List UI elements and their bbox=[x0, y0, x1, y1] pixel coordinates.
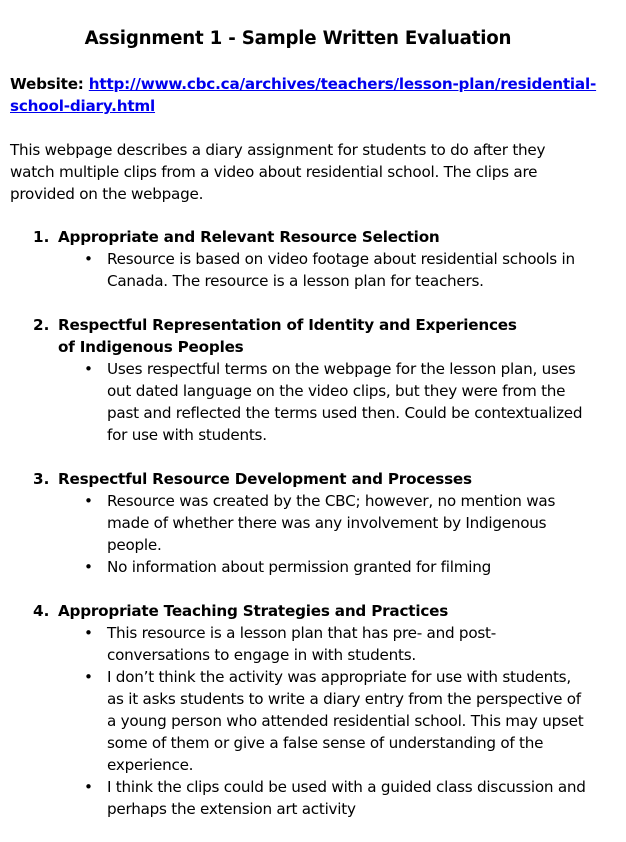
point-text: I don’t think the activity was appropriate for use with students, as it asks students to write a diary entry from the perspective of a young person who attended residential school. This may upset some of them or give a false sense of understanding of the experience. bbox=[107, 668, 584, 774]
bullet-icon: • bbox=[84, 558, 93, 576]
page-title: Assignment 1 - Sample Written Evaluation bbox=[84, 28, 512, 49]
criterion-title: Appropriate and Relevant Resource Selection bbox=[58, 228, 440, 246]
point-text: No information about permission granted for filming bbox=[107, 558, 491, 576]
criterion-number: 3. bbox=[33, 470, 50, 488]
website-link[interactable]: http://www.cbc.ca/archives/teachers/lesson-plan/residential-school-diary.html bbox=[10, 75, 597, 115]
criterion-number: 2. bbox=[33, 316, 50, 334]
criterion-point bbox=[84, 666, 592, 776]
criterion-point bbox=[84, 776, 592, 820]
criterion-point bbox=[84, 490, 592, 556]
criterion-title: Respectful Resource Development and Processes bbox=[58, 470, 472, 488]
bullet-icon: • bbox=[84, 360, 93, 378]
criterion-title: Appropriate Teaching Strategies and Practices bbox=[58, 602, 449, 620]
point-text: This resource is a lesson plan that has pre- and post-conversations to engage in with students. bbox=[107, 624, 496, 664]
point-text: Resource was created by the CBC; however, no mention was made of whether there was any involvement by Indigenous people. bbox=[107, 492, 556, 554]
website-line bbox=[10, 73, 610, 117]
criterion-point bbox=[84, 622, 592, 666]
criterion-point bbox=[84, 556, 592, 578]
criterion-number: 1. bbox=[33, 228, 50, 246]
bullet-icon: • bbox=[84, 492, 93, 510]
criterion-item bbox=[0, 226, 626, 292]
criteria-list bbox=[0, 226, 626, 842]
bullet-icon: • bbox=[84, 668, 93, 686]
bullet-icon: • bbox=[84, 250, 93, 268]
criterion-points bbox=[0, 248, 626, 292]
criterion-number: 4. bbox=[33, 602, 50, 620]
criterion-points bbox=[0, 358, 626, 446]
criterion-point bbox=[84, 248, 592, 292]
bullet-icon: • bbox=[84, 624, 93, 642]
criterion-point bbox=[84, 358, 592, 446]
criterion-points bbox=[0, 622, 626, 820]
website-label: Website: bbox=[10, 75, 84, 93]
criterion-points bbox=[0, 490, 626, 578]
bullet-icon: • bbox=[84, 778, 93, 796]
point-text: Resource is based on video footage about residential schools in Canada. The resource is a lesson plan for teachers. bbox=[107, 250, 575, 290]
point-text: I think the clips could be used with a guided class discussion and perhaps the extension art activity bbox=[107, 778, 586, 818]
criterion-item bbox=[0, 600, 626, 820]
point-text: Uses respectful terms on the webpage for the lesson plan, uses out dated language on the video clips, but they were from the past and reflected the terms used then. Could be contextualized for use with students. bbox=[107, 360, 583, 444]
criterion-item bbox=[0, 314, 626, 446]
intro-paragraph: This webpage describes a diary assignment for students to do after they watch multiple clips from a video about residential school. The clips are provided on the webpage. bbox=[10, 141, 546, 203]
criterion-item bbox=[0, 468, 626, 578]
criterion-title: Respectful Representation of Identity and Experiences of Indigenous Peoples bbox=[58, 316, 517, 356]
